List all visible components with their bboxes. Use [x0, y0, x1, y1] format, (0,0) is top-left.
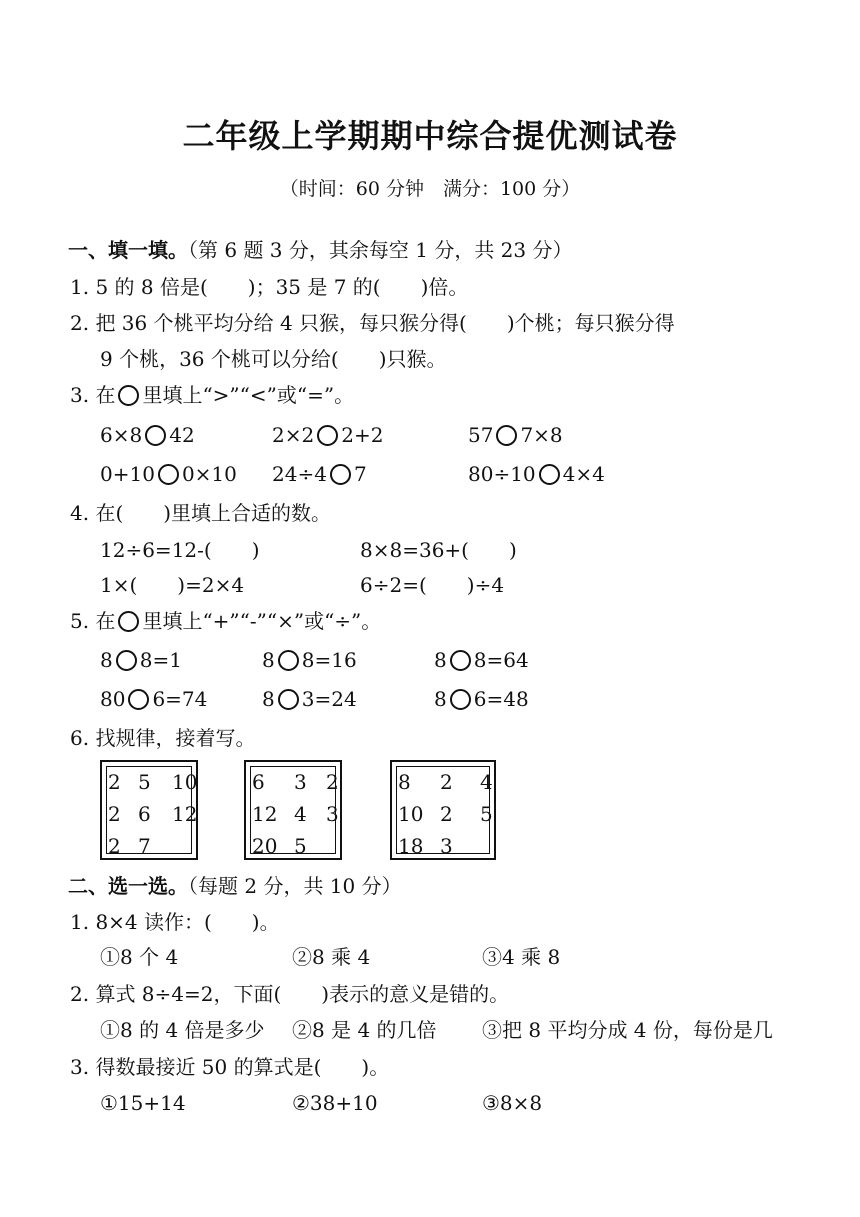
q3-head-post: 里填上“>”“<”或“=”。 [142, 383, 355, 407]
q3-item-left: 6×8 [100, 423, 143, 447]
q3-item [468, 464, 605, 485]
s2-q1-option: ②8 乘 4 [292, 945, 371, 969]
s2-q2-option: ①8 的 4 倍是多少 [100, 1018, 265, 1042]
q3-item-right: 0×10 [181, 462, 237, 486]
q3-item-left: 2×2 [272, 423, 315, 447]
answer-circle-icon [450, 650, 471, 671]
grid-cell: 18 [398, 834, 424, 858]
q5-item [100, 689, 207, 710]
q5-item-right: 3=24 [301, 687, 357, 711]
grid-cell: 3 [440, 834, 453, 858]
q5-item [262, 650, 357, 671]
q5-item-right: 8=64 [473, 648, 529, 672]
q5-item-left: 80 [100, 687, 126, 711]
answer-circle-icon [145, 425, 166, 446]
q3-item-right: 7×8 [520, 423, 563, 447]
q5-item-left: 8 [100, 648, 113, 672]
grid-cell: 6 [252, 770, 265, 794]
q4-item: 1×( )=2×4 [100, 573, 245, 597]
number-grid [244, 760, 342, 860]
q3-item-right: 4×4 [562, 462, 605, 486]
q3-item [100, 464, 237, 485]
q5-item-right: 6=74 [152, 687, 208, 711]
s1-question-2-line2: 9 个桃，36 个桃可以分给( )只猴。 [100, 347, 447, 371]
q5-item [434, 650, 529, 671]
answer-circle-icon [496, 425, 517, 446]
q4-item: 6÷2=( )÷4 [360, 573, 505, 597]
section1-note: （第 6 题 3 分，其余每空 1 分，共 23 分） [188, 238, 573, 262]
number-grid [390, 760, 496, 860]
section1-heading: 一、填一填。 [68, 238, 188, 262]
q3-item-right: 7 [353, 462, 367, 486]
s2-question-2: 2. 算式 8÷4=2，下面( )表示的意义是错的。 [70, 982, 510, 1006]
q3-item-left: 24÷4 [272, 462, 327, 486]
grid-cell: 5 [138, 770, 151, 794]
q5-item-left: 8 [434, 648, 447, 672]
s2-q3-option: ②38+10 [292, 1091, 378, 1115]
s1-question-2-line1: 2. 把 36 个桃平均分给 4 只猴，每只猴分得( )个桃；每只猴分得 [70, 311, 675, 335]
q3-item-left: 80÷10 [468, 462, 536, 486]
q3-item-left: 0+10 [100, 462, 155, 486]
q5-item-left: 8 [262, 648, 275, 672]
grid-cell: 7 [138, 834, 151, 858]
q3-item-left: 57 [468, 423, 494, 447]
answer-circle-icon [158, 464, 179, 485]
grid-cell: 5 [294, 834, 307, 858]
q5-item [100, 650, 182, 671]
q3-item-right: 2+2 [341, 423, 384, 447]
answer-circle-icon [118, 385, 139, 406]
answer-circle-icon [539, 464, 560, 485]
grid-cell: 10 [398, 802, 424, 826]
q4-item: 12÷6=12-( ) [100, 538, 260, 562]
q3-head-pre: 3. 在 [70, 383, 116, 407]
q5-item-right: 8=1 [139, 648, 182, 672]
s1-question-4-heading: 4. 在( )里填上合适的数。 [70, 501, 332, 525]
exam-info: （时间：60 分钟 满分：100 分） [279, 178, 581, 200]
s2-q1-option: ①8 个 4 [100, 945, 179, 969]
number-grid [100, 760, 198, 860]
q4-item: 8×8=36+( ) [360, 538, 517, 562]
q3-item [100, 425, 195, 446]
grid-cell: 10 [172, 770, 198, 794]
s2-q1-option: ③4 乘 8 [482, 945, 561, 969]
s1-question-1: 1. 5 的 8 倍是( )；35 是 7 的( )倍。 [70, 275, 469, 299]
answer-circle-icon [118, 611, 139, 632]
page-title: 二年级上学期期中综合提优测试卷 [182, 117, 678, 155]
answer-circle-icon [317, 425, 338, 446]
s2-question-3: 3. 得数最接近 50 的算式是( )。 [70, 1055, 390, 1079]
answer-circle-icon [116, 650, 137, 671]
grid-cell: 4 [294, 802, 307, 826]
grid-cell: 6 [138, 802, 151, 826]
grid-cell: 12 [252, 802, 278, 826]
answer-circle-icon [128, 689, 149, 710]
s1-question-5-heading [70, 611, 381, 632]
s2-question-1: 1. 8×4 读作：( )。 [70, 910, 280, 934]
q5-item [262, 689, 357, 710]
section2-heading: 二、选一选。 [68, 874, 188, 898]
s1-question-3-heading [70, 385, 354, 406]
q3-item [272, 464, 367, 485]
q5-item-left: 8 [262, 687, 275, 711]
grid-cell: 2 [440, 802, 453, 826]
grid-cell: 2 [440, 770, 453, 794]
q3-item [468, 425, 563, 446]
q3-item-right: 42 [169, 423, 195, 447]
q5-item-right: 6=48 [473, 687, 529, 711]
section1-header [68, 240, 572, 260]
s2-q2-option: ②8 是 4 的几倍 [292, 1018, 437, 1042]
q5-item-right: 8=16 [301, 648, 357, 672]
grid-cell: 2 [108, 834, 121, 858]
s1-question-6-heading: 6. 找规律，接着写。 [70, 726, 256, 750]
answer-circle-icon [278, 689, 299, 710]
grid-cell: 3 [294, 770, 307, 794]
grid-cell: 2 [108, 802, 121, 826]
grid-cell: 2 [108, 770, 121, 794]
grid-cell: 4 [480, 770, 493, 794]
s2-q3-option: ③8×8 [482, 1091, 543, 1115]
answer-circle-icon [330, 464, 351, 485]
grid-cell: 5 [480, 802, 493, 826]
grid-cell: 20 [252, 834, 278, 858]
grid-cell: 3 [326, 802, 339, 826]
q5-head-post: 里填上“+”“-”“×”或“÷”。 [142, 609, 382, 633]
q3-item [272, 425, 383, 446]
q5-item-left: 8 [434, 687, 447, 711]
grid-cell: 12 [172, 802, 198, 826]
section2-note: （每题 2 分，共 10 分） [188, 874, 402, 898]
answer-circle-icon [278, 650, 299, 671]
answer-circle-icon [450, 689, 471, 710]
s2-q3-option: ①15+14 [100, 1091, 186, 1115]
grid-cell: 8 [398, 770, 411, 794]
q5-head-pre: 5. 在 [70, 609, 116, 633]
q5-item [434, 689, 529, 710]
section2-header [68, 876, 402, 896]
s2-q2-option: ③把 8 平均分成 4 份，每份是几 [482, 1018, 773, 1042]
grid-cell: 2 [326, 770, 339, 794]
